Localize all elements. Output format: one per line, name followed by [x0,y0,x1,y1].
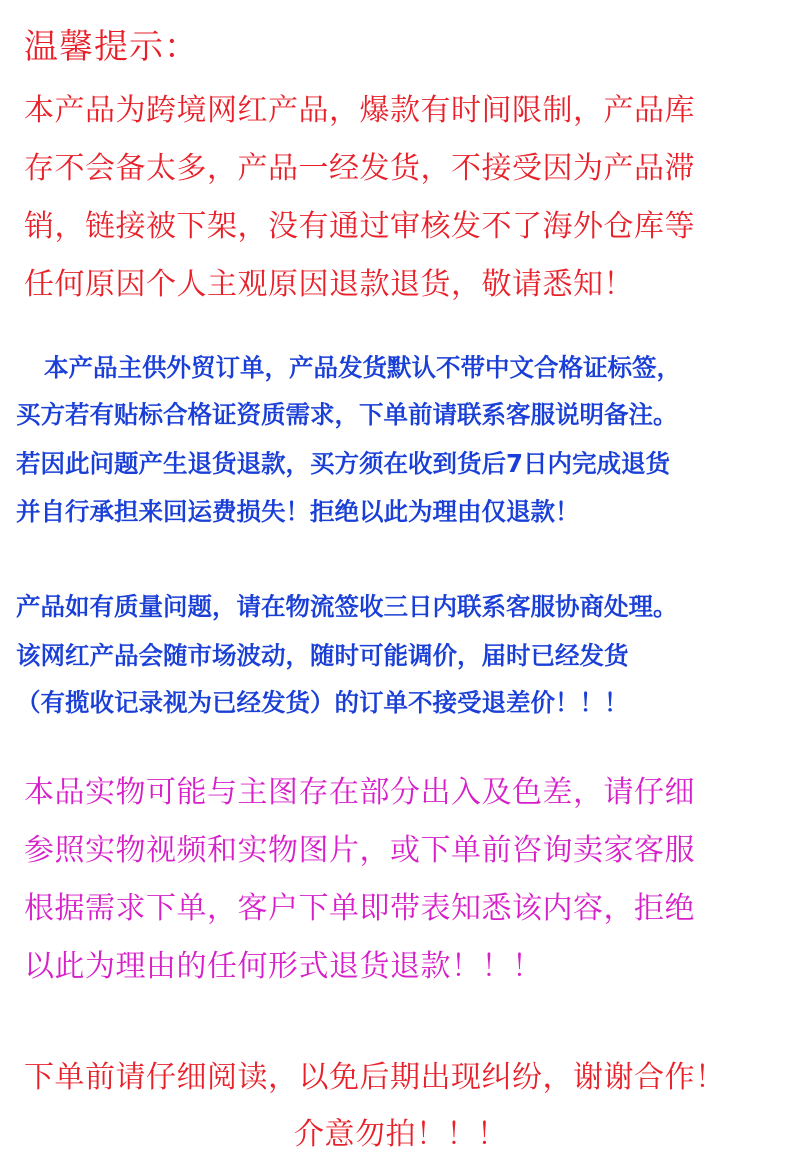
magenta-notice-line-3: 根据需求下单，客户下单即带表知悉该内容，拒绝 [24,891,695,926]
blue-notice-line-3: 若因此问题产生退货退款，买方须在收到货后7日内完成退货 [16,449,671,478]
blue-notice-line-6: 该网红产品会随市场波动，随时可能调价，届时已经发货 [16,641,629,670]
blue-notice-line-7: （有揽收记录视为已经发货）的订单不接受退差价！！！ [16,688,629,717]
blue-notice-line-1: 本产品主供外贸订单，产品发货默认不带中文合格证标签， [44,353,681,382]
blue-notice-line-4: 并自行承担来回运费损失！拒绝以此为理由仅退款！ [16,497,580,526]
magenta-notice-line-1: 本品实物可能与主图存在部分出入及色差，请仔细 [24,775,695,810]
closing-line-2: 介意勿拍！！！ [294,1117,508,1152]
blue-notice-line-2: 买方若有贴标合格证资质需求，下单前请联系客服说明备注。 [16,400,678,429]
notice-title: 温馨提示： [24,27,199,67]
closing-line-1: 下单前请仔细阅读，以免后期出现纠纷，谢谢合作！ [24,1060,726,1095]
magenta-notice-line-4: 以此为理由的任何形式退货退款！！！ [24,949,543,984]
red-notice-line-1: 本产品为跨境网红产品，爆款有时间限制，产品库 [24,93,695,128]
magenta-notice-line-2: 参照实物视频和实物图片，或下单前咨询卖家客服 [24,833,695,868]
red-notice-line-4: 任何原因个人主观原因退款退货，敬请悉知！ [24,267,634,302]
red-notice-line-2: 存不会备太多，产品一经发货，不接受因为产品滞 [24,151,695,186]
blue-notice-line-5: 产品如有质量问题，请在物流签收三日内联系客服协商处理。 [16,592,678,621]
red-notice-line-3: 销，链接被下架，没有通过审核发不了海外仓库等 [24,209,695,244]
